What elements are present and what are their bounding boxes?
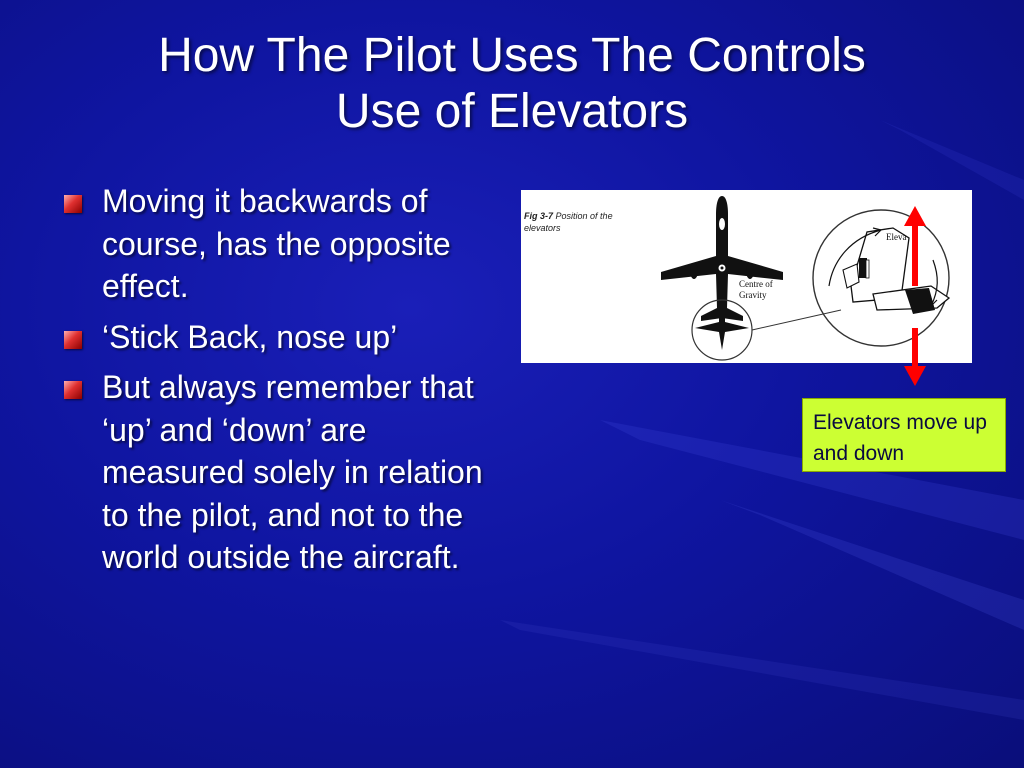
figure-caption: [524, 210, 644, 234]
bullet-item: [62, 366, 502, 579]
title-line-1: How The Pilot Uses The Controls: [158, 29, 866, 82]
square-bullet-icon: [64, 381, 82, 399]
arrow-down-icon: [904, 328, 926, 386]
arrow-up-icon: [904, 206, 926, 286]
bullet-item: [62, 316, 502, 359]
elevators-callout: Elevators move up and down: [802, 398, 1006, 472]
figure-caption-text: Position of the elevators: [524, 211, 613, 233]
elevator-diagram-label: Eleva: [886, 232, 907, 242]
aircraft-silhouette-icon: [661, 196, 783, 321]
title-line-2: Use of Elevators: [335, 85, 689, 138]
bullet-text: Moving it backwards of course, has the opposite effect.: [102, 183, 451, 304]
up-down-arrows: [900, 206, 930, 386]
slide-title: [0, 28, 1024, 140]
square-bullet-icon: [64, 331, 82, 349]
square-bullet-icon: [64, 195, 82, 213]
bullet-text: But always remember that ‘up’ and ‘down’ are measured solely in relation to the pilot, and not to the world outside the aircraft.: [102, 369, 483, 575]
centre-of-gravity-label: Centre of Gravity: [739, 279, 773, 300]
figure-number: Fig 3-7: [524, 211, 554, 221]
bullet-item: [62, 180, 502, 308]
bullet-list: [62, 180, 502, 587]
bullet-text: ‘Stick Back, nose up’: [102, 318, 398, 355]
